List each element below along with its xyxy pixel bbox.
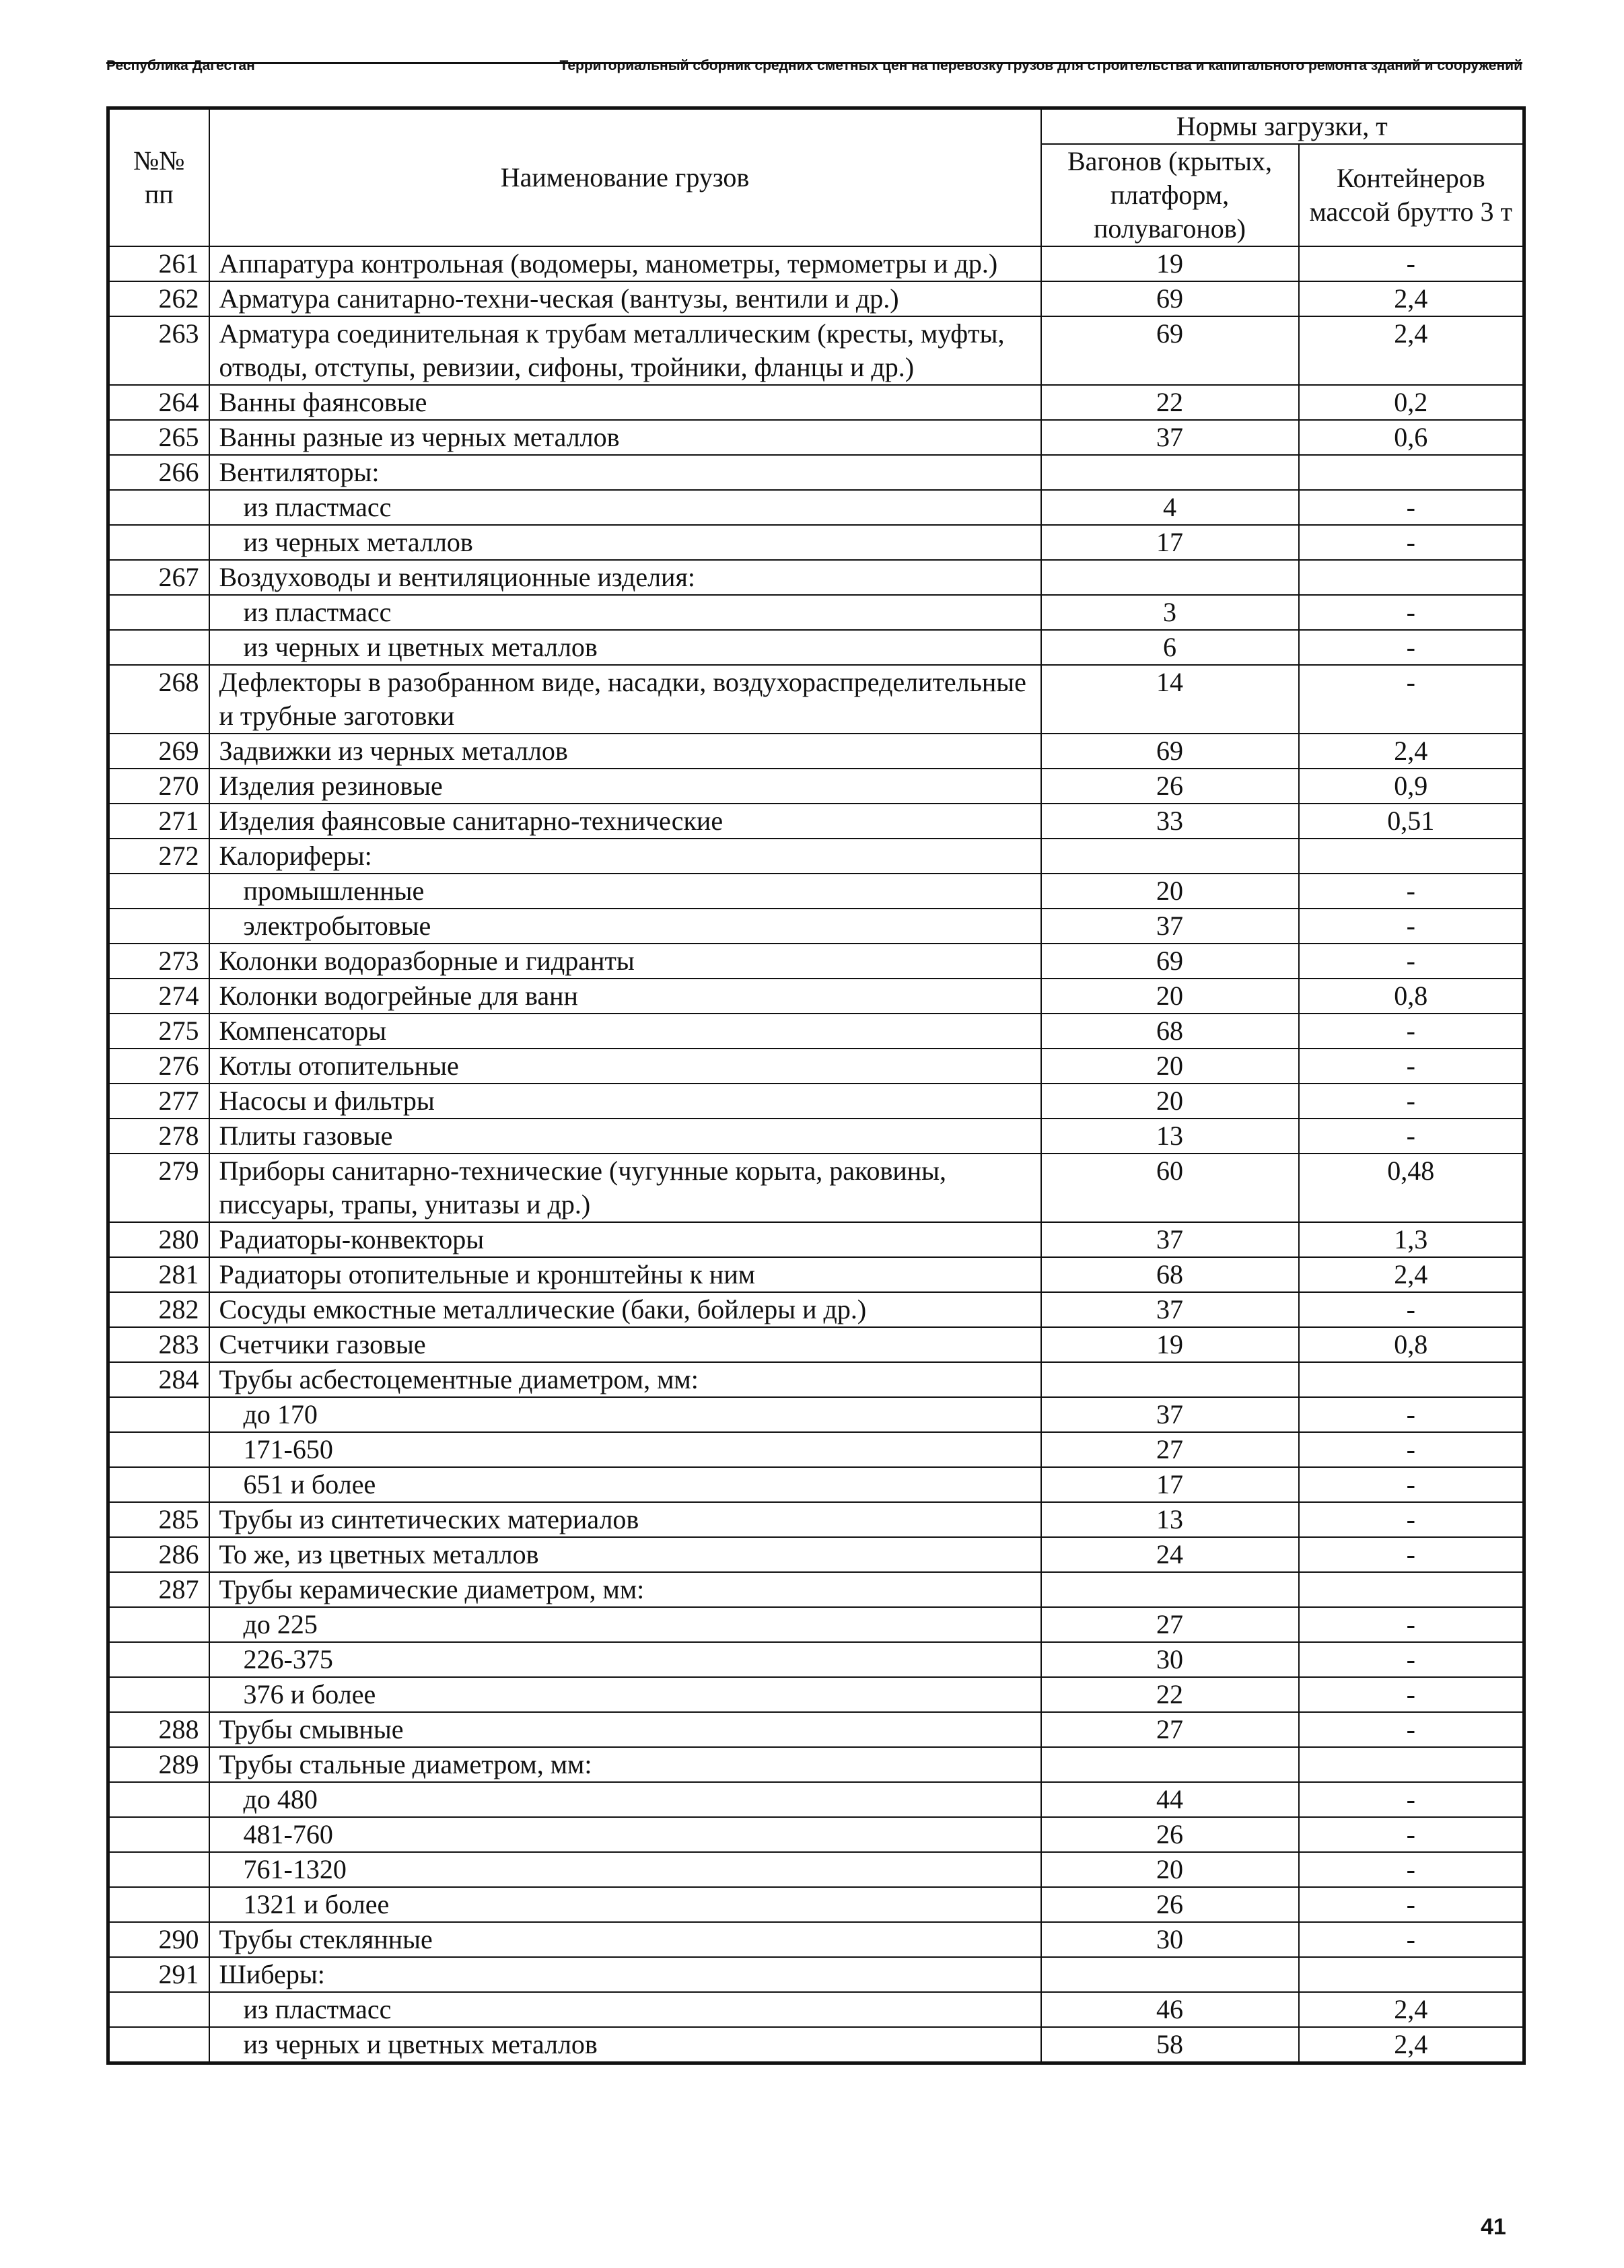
row-number: 283 xyxy=(108,1327,209,1362)
table-row xyxy=(108,979,1524,1014)
container-norm: - xyxy=(1299,1432,1524,1467)
row-number: 286 xyxy=(108,1537,209,1572)
container-norm: 0,9 xyxy=(1299,769,1524,804)
wagon-norm: 69 xyxy=(1041,281,1299,316)
container-norm xyxy=(1299,455,1524,490)
table-row xyxy=(108,316,1524,385)
container-norm: - xyxy=(1299,909,1524,944)
row-number xyxy=(108,1887,209,1922)
wagon-norm: 26 xyxy=(1041,1817,1299,1852)
wagon-norm: 20 xyxy=(1041,874,1299,909)
wagon-norm xyxy=(1041,839,1299,874)
container-norm: - xyxy=(1299,874,1524,909)
container-norm: - xyxy=(1299,595,1524,630)
table-row xyxy=(108,665,1524,734)
table-row xyxy=(108,1782,1524,1817)
wagon-norm: 44 xyxy=(1041,1782,1299,1817)
container-norm: 2,4 xyxy=(1299,281,1524,316)
container-norm: 0,8 xyxy=(1299,1327,1524,1362)
container-norm: - xyxy=(1299,1292,1524,1327)
table-row xyxy=(108,281,1524,316)
row-number: 275 xyxy=(108,1014,209,1049)
wagon-norm: 20 xyxy=(1041,1084,1299,1119)
wagon-norm: 30 xyxy=(1041,1642,1299,1677)
cargo-name: 226-375 xyxy=(209,1642,1041,1677)
row-number xyxy=(108,1992,209,2027)
row-number: 274 xyxy=(108,979,209,1014)
wagon-norm: 20 xyxy=(1041,1852,1299,1887)
table-row xyxy=(108,630,1524,665)
table-row xyxy=(108,1014,1524,1049)
container-norm: 2,4 xyxy=(1299,2027,1524,2063)
wagon-norm: 58 xyxy=(1041,2027,1299,2063)
wagon-norm: 6 xyxy=(1041,630,1299,665)
wagon-norm: 33 xyxy=(1041,804,1299,839)
cargo-name: 761-1320 xyxy=(209,1852,1041,1887)
row-number: 277 xyxy=(108,1084,209,1119)
cargo-name: до 170 xyxy=(209,1397,1041,1432)
cargo-name: Вентиляторы: xyxy=(209,455,1041,490)
row-number: 288 xyxy=(108,1712,209,1747)
row-number: 264 xyxy=(108,385,209,420)
table-row xyxy=(108,1852,1524,1887)
table-row xyxy=(108,525,1524,560)
row-number: 270 xyxy=(108,769,209,804)
wagon-norm: 68 xyxy=(1041,1014,1299,1049)
table-row xyxy=(108,1922,1524,1957)
table-row xyxy=(108,1607,1524,1642)
table-row xyxy=(108,874,1524,909)
wagon-norm: 37 xyxy=(1041,420,1299,455)
row-number xyxy=(108,525,209,560)
row-number: 290 xyxy=(108,1922,209,1957)
table-row xyxy=(108,1222,1524,1257)
cargo-name: из черных и цветных металлов xyxy=(209,2027,1041,2063)
page-number: 41 xyxy=(1481,2214,1506,2240)
table-row xyxy=(108,734,1524,769)
table-row xyxy=(108,1049,1524,1084)
row-number: 268 xyxy=(108,665,209,734)
table-row xyxy=(108,420,1524,455)
row-number: 281 xyxy=(108,1257,209,1292)
row-number: 261 xyxy=(108,246,209,281)
wagon-norm: 69 xyxy=(1041,734,1299,769)
row-number xyxy=(108,490,209,525)
wagon-norm: 19 xyxy=(1041,246,1299,281)
header-norms: Нормы загрузки, т xyxy=(1041,108,1524,145)
row-number: 272 xyxy=(108,839,209,874)
container-norm: - xyxy=(1299,665,1524,734)
row-number: 280 xyxy=(108,1222,209,1257)
wagon-norm: 30 xyxy=(1041,1922,1299,1957)
cargo-name: Трубы смывные xyxy=(209,1712,1041,1747)
table-row xyxy=(108,1362,1524,1397)
table-row xyxy=(108,1642,1524,1677)
wagon-norm: 46 xyxy=(1041,1992,1299,2027)
row-number: 285 xyxy=(108,1502,209,1537)
cargo-name: Изделия фаянсовые санитарно-технические xyxy=(209,804,1041,839)
container-norm xyxy=(1299,1747,1524,1782)
row-number: 276 xyxy=(108,1049,209,1084)
table-row xyxy=(108,1537,1524,1572)
wagon-norm: 4 xyxy=(1041,490,1299,525)
container-norm: - xyxy=(1299,246,1524,281)
wagon-norm: 37 xyxy=(1041,1397,1299,1432)
header-title: Территориальный сборник средних сметных цен на перевозку грузов для строительства и капитального ремонта зданий и сооружений xyxy=(559,58,1522,73)
cargo-name: 481-760 xyxy=(209,1817,1041,1852)
wagon-norm: 19 xyxy=(1041,1327,1299,1362)
cargo-name: Трубы керамические диаметром, мм: xyxy=(209,1572,1041,1607)
wagon-norm: 37 xyxy=(1041,1292,1299,1327)
container-norm xyxy=(1299,839,1524,874)
row-number xyxy=(108,1432,209,1467)
cargo-name: Дефлекторы в разобранном виде, насадки, воздухораспределительные и трубные заготовки xyxy=(209,665,1041,734)
row-number: 271 xyxy=(108,804,209,839)
container-norm: - xyxy=(1299,1049,1524,1084)
cargo-name: Калориферы: xyxy=(209,839,1041,874)
container-norm: 2,4 xyxy=(1299,734,1524,769)
wagon-norm: 22 xyxy=(1041,385,1299,420)
container-norm: 0,51 xyxy=(1299,804,1524,839)
container-norm: - xyxy=(1299,1084,1524,1119)
wagon-norm: 13 xyxy=(1041,1119,1299,1154)
container-norm xyxy=(1299,1957,1524,1992)
wagon-norm: 69 xyxy=(1041,316,1299,385)
wagon-norm: 27 xyxy=(1041,1607,1299,1642)
container-norm: - xyxy=(1299,1537,1524,1572)
container-norm xyxy=(1299,1572,1524,1607)
wagon-norm xyxy=(1041,1747,1299,1782)
container-norm: 2,4 xyxy=(1299,316,1524,385)
cargo-name: Аппаратура контрольная (водомеры, манометры, термометры и др.) xyxy=(209,246,1041,281)
cargo-name: Шиберы: xyxy=(209,1957,1041,1992)
wagon-norm: 27 xyxy=(1041,1712,1299,1747)
table-row xyxy=(108,1119,1524,1154)
container-norm: 0,48 xyxy=(1299,1154,1524,1222)
wagon-norm: 68 xyxy=(1041,1257,1299,1292)
table-row xyxy=(108,1887,1524,1922)
container-norm: - xyxy=(1299,1607,1524,1642)
table-row xyxy=(108,560,1524,595)
wagon-norm: 69 xyxy=(1041,944,1299,979)
container-norm: - xyxy=(1299,490,1524,525)
table-row xyxy=(108,804,1524,839)
wagon-norm: 24 xyxy=(1041,1537,1299,1572)
container-norm: - xyxy=(1299,1502,1524,1537)
container-norm xyxy=(1299,560,1524,595)
table-row xyxy=(108,1957,1524,1992)
header-num: №№ пп xyxy=(108,108,209,247)
table-row xyxy=(108,385,1524,420)
wagon-norm: 13 xyxy=(1041,1502,1299,1537)
cargo-name: Трубы стеклянные xyxy=(209,1922,1041,1957)
table-row xyxy=(108,595,1524,630)
row-number: 289 xyxy=(108,1747,209,1782)
table-row xyxy=(108,1257,1524,1292)
cargo-name: до 480 xyxy=(209,1782,1041,1817)
cargo-name: То же, из цветных металлов xyxy=(209,1537,1041,1572)
wagon-norm: 20 xyxy=(1041,979,1299,1014)
row-number xyxy=(108,1607,209,1642)
header-containers: Контейнеров массой брутто 3 т xyxy=(1299,144,1524,246)
table-row xyxy=(108,1397,1524,1432)
table-row xyxy=(108,1502,1524,1537)
header-name: Наименование грузов xyxy=(209,108,1041,247)
cargo-name: Арматура санитарно-техни-ческая (вантузы, вентили и др.) xyxy=(209,281,1041,316)
wagon-norm: 27 xyxy=(1041,1432,1299,1467)
cargo-name: Трубы асбестоцементные диаметром, мм: xyxy=(209,1362,1041,1397)
cargo-name: из пластмасс xyxy=(209,1992,1041,2027)
cargo-name: из пластмасс xyxy=(209,490,1041,525)
wagon-norm xyxy=(1041,1957,1299,1992)
row-number xyxy=(108,1852,209,1887)
wagon-norm: 60 xyxy=(1041,1154,1299,1222)
row-number xyxy=(108,595,209,630)
cargo-name: Колонки водогрейные для ванн xyxy=(209,979,1041,1014)
container-norm: - xyxy=(1299,1397,1524,1432)
row-number: 291 xyxy=(108,1957,209,1992)
wagon-norm: 26 xyxy=(1041,769,1299,804)
row-number: 265 xyxy=(108,420,209,455)
row-number xyxy=(108,1782,209,1817)
table-row xyxy=(108,1467,1524,1502)
wagon-norm xyxy=(1041,1362,1299,1397)
cargo-name: 171-650 xyxy=(209,1432,1041,1467)
wagon-norm: 20 xyxy=(1041,1049,1299,1084)
row-number: 273 xyxy=(108,944,209,979)
table-row xyxy=(108,1677,1524,1712)
cargo-name: Котлы отопительные xyxy=(209,1049,1041,1084)
table-body xyxy=(108,246,1524,2063)
cargo-name: промышленные xyxy=(209,874,1041,909)
cargo-name: Ванны фаянсовые xyxy=(209,385,1041,420)
row-number: 287 xyxy=(108,1572,209,1607)
cargo-name: Насосы и фильтры xyxy=(209,1084,1041,1119)
table-row xyxy=(108,2027,1524,2063)
wagon-norm: 14 xyxy=(1041,665,1299,734)
table-row xyxy=(108,839,1524,874)
row-number: 263 xyxy=(108,316,209,385)
row-number xyxy=(108,2027,209,2063)
row-number xyxy=(108,1467,209,1502)
container-norm: - xyxy=(1299,1887,1524,1922)
running-header xyxy=(106,58,1522,73)
cargo-name: Трубы стальные диаметром, мм: xyxy=(209,1747,1041,1782)
wagon-norm: 37 xyxy=(1041,1222,1299,1257)
table-row xyxy=(108,1292,1524,1327)
cargo-name: Изделия резиновые xyxy=(209,769,1041,804)
container-norm: - xyxy=(1299,1712,1524,1747)
wagon-norm xyxy=(1041,1572,1299,1607)
table-row xyxy=(108,1817,1524,1852)
table-row xyxy=(108,1992,1524,2027)
container-norm: - xyxy=(1299,630,1524,665)
container-norm: 0,2 xyxy=(1299,385,1524,420)
wagon-norm: 22 xyxy=(1041,1677,1299,1712)
table-row xyxy=(108,455,1524,490)
cargo-name: Трубы из синтетических материалов xyxy=(209,1502,1041,1537)
container-norm: - xyxy=(1299,1677,1524,1712)
cargo-name: Задвижки из черных металлов xyxy=(209,734,1041,769)
row-number: 284 xyxy=(108,1362,209,1397)
container-norm: - xyxy=(1299,1852,1524,1887)
wagon-norm: 3 xyxy=(1041,595,1299,630)
wagon-norm xyxy=(1041,455,1299,490)
container-norm: - xyxy=(1299,944,1524,979)
row-number xyxy=(108,1397,209,1432)
cargo-name: из пластмасс xyxy=(209,595,1041,630)
header-region: Республика Дагестан xyxy=(106,58,255,73)
row-number xyxy=(108,1817,209,1852)
container-norm: - xyxy=(1299,1642,1524,1677)
row-number xyxy=(108,1677,209,1712)
table-row xyxy=(108,246,1524,281)
wagon-norm xyxy=(1041,560,1299,595)
cargo-name: Воздуховоды и вентиляционные изделия: xyxy=(209,560,1041,595)
wagon-norm: 17 xyxy=(1041,525,1299,560)
table-row xyxy=(108,1572,1524,1607)
wagon-norm: 26 xyxy=(1041,1887,1299,1922)
container-norm: - xyxy=(1299,1922,1524,1957)
row-number xyxy=(108,909,209,944)
container-norm: - xyxy=(1299,1014,1524,1049)
container-norm xyxy=(1299,1362,1524,1397)
cargo-name: Ванны разные из черных металлов xyxy=(209,420,1041,455)
wagon-norm: 17 xyxy=(1041,1467,1299,1502)
cargo-name: Арматура соединительная к трубам металлическим (кресты, муфты, отводы, отступы, ревизии, сифоны, тройники, фланцы и др.) xyxy=(209,316,1041,385)
container-norm: 0,6 xyxy=(1299,420,1524,455)
table-row xyxy=(108,490,1524,525)
container-norm: - xyxy=(1299,1119,1524,1154)
row-number: 282 xyxy=(108,1292,209,1327)
wagon-norm: 37 xyxy=(1041,909,1299,944)
table-row xyxy=(108,1327,1524,1362)
cargo-name: 376 и более xyxy=(209,1677,1041,1712)
table-row xyxy=(108,909,1524,944)
cargo-name: до 225 xyxy=(209,1607,1041,1642)
cargo-name: 651 и более xyxy=(209,1467,1041,1502)
container-norm: - xyxy=(1299,525,1524,560)
container-norm: 1,3 xyxy=(1299,1222,1524,1257)
row-number: 266 xyxy=(108,455,209,490)
cargo-name: из черных и цветных металлов xyxy=(209,630,1041,665)
container-norm: 2,4 xyxy=(1299,1992,1524,2027)
container-norm: 2,4 xyxy=(1299,1257,1524,1292)
row-number: 267 xyxy=(108,560,209,595)
row-number: 262 xyxy=(108,281,209,316)
cargo-name: Сосуды емкостные металлические (баки, бойлеры и др.) xyxy=(209,1292,1041,1327)
table-row xyxy=(108,1154,1524,1222)
row-number: 279 xyxy=(108,1154,209,1222)
row-number xyxy=(108,630,209,665)
cargo-name: Радиаторы-конвекторы xyxy=(209,1222,1041,1257)
cargo-name: Плиты газовые xyxy=(209,1119,1041,1154)
table-row xyxy=(108,944,1524,979)
table-row xyxy=(108,769,1524,804)
cargo-name: Счетчики газовые xyxy=(209,1327,1041,1362)
container-norm: - xyxy=(1299,1467,1524,1502)
cargo-name: Колонки водоразборные и гидранты xyxy=(209,944,1041,979)
row-number xyxy=(108,874,209,909)
table-row xyxy=(108,1084,1524,1119)
cargo-name: 1321 и более xyxy=(209,1887,1041,1922)
row-number: 278 xyxy=(108,1119,209,1154)
loading-norms-table xyxy=(106,106,1526,2065)
container-norm: - xyxy=(1299,1782,1524,1817)
cargo-name: Компенсаторы xyxy=(209,1014,1041,1049)
row-number xyxy=(108,1642,209,1677)
header-wagons: Вагонов (крытых, платформ, полувагонов) xyxy=(1041,144,1299,246)
cargo-name: электробытовые xyxy=(209,909,1041,944)
cargo-name: Приборы санитарно-технические (чугунные корыта, раковины, писсуары, трапы, унитазы и др.) xyxy=(209,1154,1041,1222)
row-number: 269 xyxy=(108,734,209,769)
cargo-name: Радиаторы отопительные и кронштейны к ним xyxy=(209,1257,1041,1292)
table-row xyxy=(108,1432,1524,1467)
table-row xyxy=(108,1712,1524,1747)
table-row xyxy=(108,1747,1524,1782)
container-norm: 0,8 xyxy=(1299,979,1524,1014)
container-norm: - xyxy=(1299,1817,1524,1852)
cargo-name: из черных металлов xyxy=(209,525,1041,560)
